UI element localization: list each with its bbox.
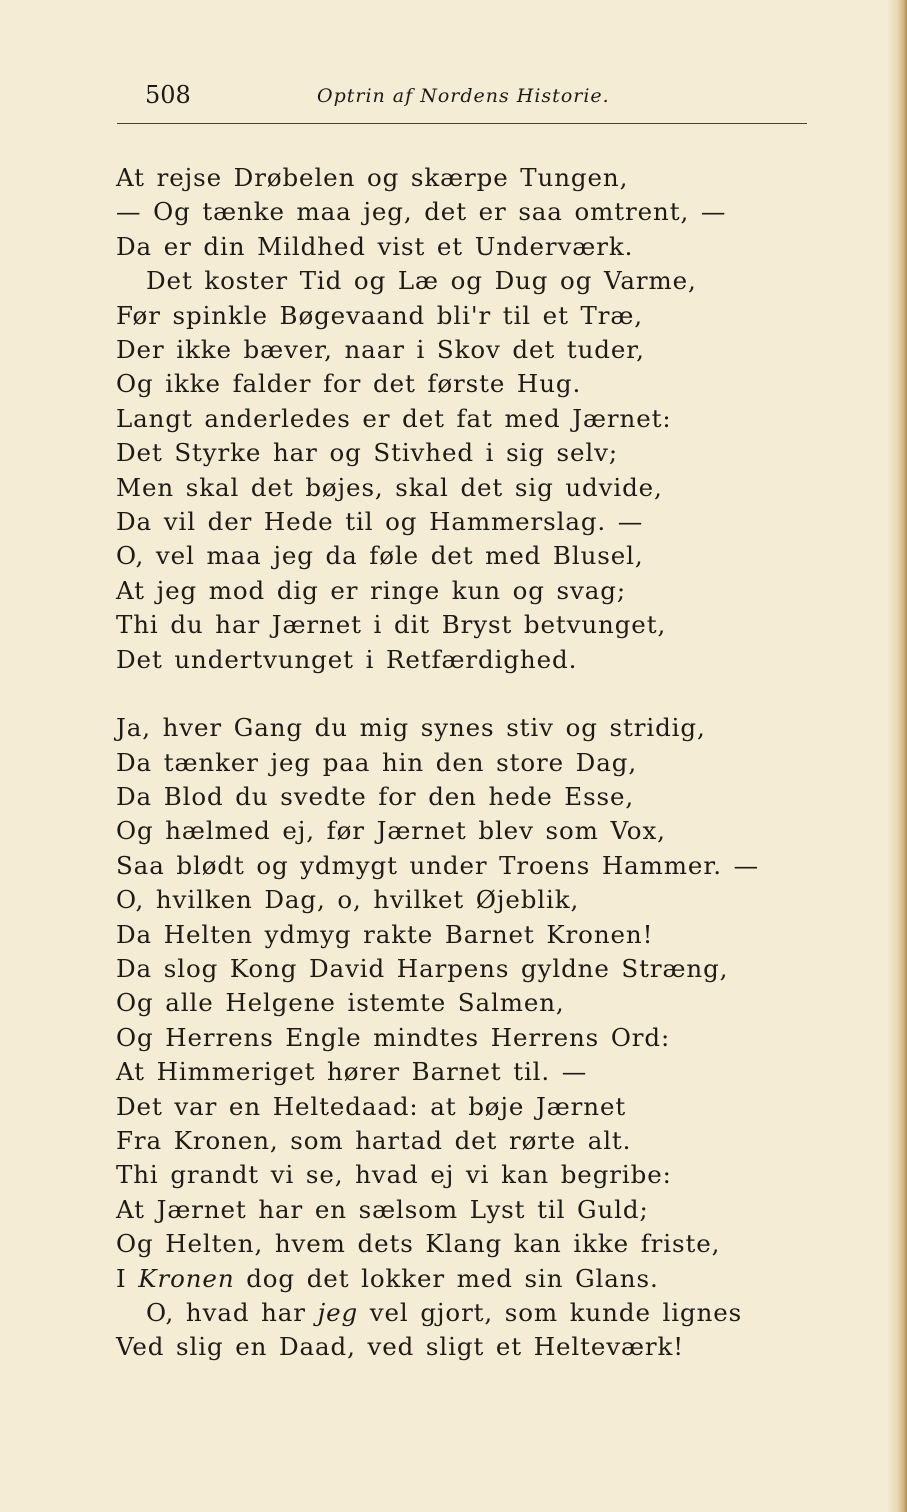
line-text: O, hvad har [146, 1298, 318, 1327]
verse-line: Da er din Mildhed vist et Underværk. [116, 231, 634, 261]
verse-line: Der ikke bæver, naar i Skov det tuder, [116, 335, 645, 365]
verse-line: Det Styrke har og Stivhed i sig selv; [116, 438, 619, 468]
verse-line: Ja, hver Gang du mig synes stiv og stridig, [116, 713, 706, 743]
verse-line: Før spinkle Bøgevaand bli'r til et Træ, [116, 300, 643, 330]
verse-line: O, vel maa jeg da føle det med Blusel, [116, 541, 644, 571]
italic-word: Kronen [138, 1263, 235, 1293]
verse-line: At Himmeriget hører Barnet til. — [116, 1057, 588, 1087]
stanza-2 [116, 711, 796, 1365]
verse-line: Og alle Helgene istemte Salmen, [116, 988, 565, 1018]
page-header [117, 80, 807, 112]
line-text: I [116, 1263, 139, 1293]
verse-line: Da Helten ydmyg rakte Barnet Kronen! [116, 919, 654, 949]
verse-line-with-italic [116, 1296, 796, 1330]
verse-line: Det undertvunget i Retfærdighed. [116, 644, 578, 674]
verse-line: — Og tænke maa jeg, det er saa omtrent, — [116, 197, 727, 227]
verse-line: Da slog Kong David Harpens gyldne Stræng, [116, 953, 729, 983]
verse-line: Og Helten, hvem dets Klang kan ikke friste, [116, 1229, 721, 1259]
running-title: Optrin af Nordens Historie. [317, 85, 610, 107]
verse-line: Thi grandt vi se, hvad ej vi kan begribe: [116, 1160, 672, 1190]
verse-line: Da Blod du svedte for den hede Esse, [116, 781, 635, 811]
page-number: 508 [145, 81, 191, 109]
stanza-1 [116, 161, 796, 677]
verse-line-with-italic [116, 1262, 796, 1296]
verse-line: Det var en Heltedaad: at bøje Jærnet [116, 1091, 627, 1121]
verse-line: O, hvilken Dag, o, hvilket Øjeblik, [116, 885, 580, 915]
verse-line: At jeg mod dig er ringe kun og svag; [116, 575, 626, 605]
verse-line: Det koster Tid og Læ og Dug og Varme, [146, 266, 697, 296]
verse-line: Da tænker jeg paa hin den store Dag, [116, 747, 638, 777]
verse-line: Ved slig en Daad, ved sligt et Helteværk! [116, 1332, 685, 1362]
verse-line: Men skal det bøjes, skal det sig udvide, [116, 472, 663, 502]
verse-line: At rejse Drøbelen og skærpe Tungen, [116, 163, 629, 192]
verse-line: Saa blødt og ydmygt under Troens Hammer. — [116, 850, 760, 880]
verse-line: At Jærnet har en sælsom Lyst til Guld; [116, 1194, 649, 1224]
poem-text [116, 161, 796, 1365]
page-edge [887, 0, 907, 1512]
verse-line: Da vil der Hede til og Hammerslag. — [116, 507, 644, 537]
line-text: dog det lokker med sin Glans. [234, 1263, 659, 1293]
header-rule [117, 123, 807, 124]
verse-line: Langt anderledes er det fat med Jærnet: [116, 403, 672, 433]
verse-line: Og hælmed ej, før Jærnet blev som Vox, [116, 816, 666, 846]
verse-line: Fra Kronen, som hartad det rørte alt. [116, 1125, 632, 1155]
line-text: vel gjort, som kunde lignes [358, 1298, 743, 1327]
italic-word: jeg [317, 1298, 359, 1327]
verse-line: Thi du har Jærnet i dit Bryst betvunget, [116, 610, 667, 640]
verse-line: Og ikke falder for det første Hug. [116, 369, 582, 399]
verse-line: Og Herrens Engle mindtes Herrens Ord: [116, 1022, 671, 1052]
